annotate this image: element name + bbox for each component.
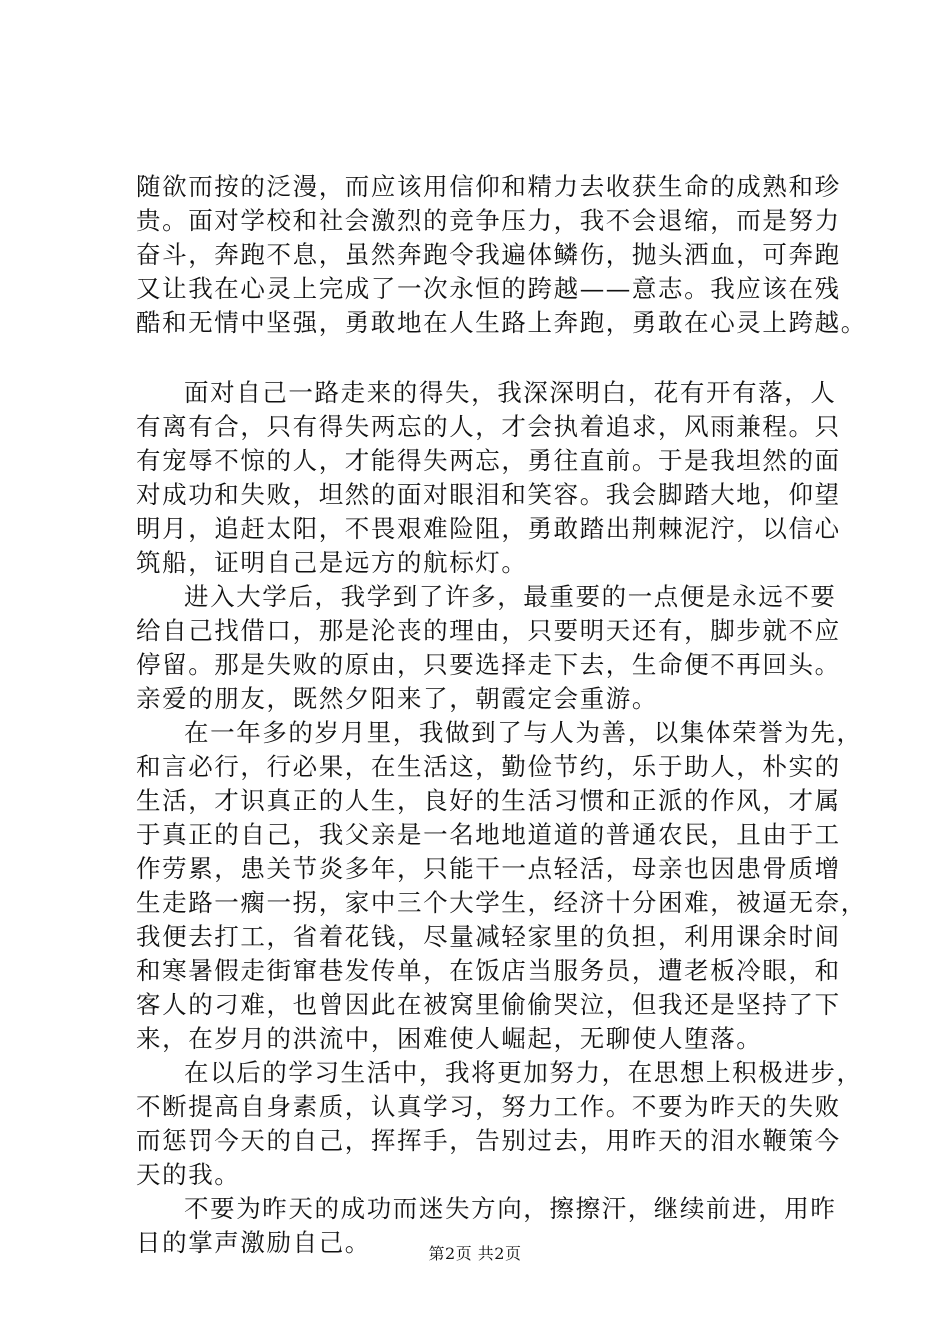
text-line: 随欲而按的泛漫，而应该用信仰和精力去收获生命的成熟和珍: [136, 172, 841, 201]
text-line: 明月，追赶太阳，不畏艰难险阻，勇敢踏出荆棘泥泞，以信心: [136, 514, 841, 543]
text-line: 停留。那是失败的原由，只要选择走下去，生命便不再回头。: [136, 650, 841, 679]
text-line: 在一年多的岁月里，我做到了与人为善，以集体荣誉为先，: [184, 718, 863, 747]
text-line: 不断提高自身素质，认真学习，努力工作。不要为昨天的失败: [136, 1092, 841, 1121]
text-line: 生活，才识真正的人生，良好的生活习惯和正派的作风，才属: [136, 786, 841, 815]
text-line: 筑船，证明自己是远方的航标灯。: [136, 548, 528, 577]
text-line: 给自己找借口，那是沦丧的理由，只要明天还有，脚步就不应: [136, 616, 841, 645]
text-line: 来，在岁月的洪流中，困难使人崛起，无聊使人堕落。: [136, 1024, 763, 1053]
text-line: 亲爱的朋友，既然夕阳来了，朝霞定会重游。: [136, 684, 658, 713]
text-line: 不要为昨天的成功而迷失方向，擦擦汗，继续前进，用昨: [184, 1194, 837, 1223]
text-line: 日的掌声激励自己。: [136, 1228, 371, 1257]
text-line: 对成功和失败，坦然的面对眼泪和笑容。我会脚踏大地，仰望: [136, 480, 841, 509]
paragraph: [136, 716, 867, 1056]
document-body: [136, 170, 867, 1260]
text-line: 有离有合，只有得失两忘的人，才会执着追求，风雨兼程。只: [136, 412, 841, 441]
text-line: 酷和无情中坚强，勇敢地在人生路上奔跑，勇敢在心灵上跨越。: [136, 308, 867, 337]
text-line: 客人的刁难，也曾因此在被窝里偷偷哭泣，但我还是坚持了下: [136, 990, 841, 1019]
text-line: 和言必行，行必果，在生活这，勤俭节约，乐于助人，朴实的: [136, 752, 841, 781]
paragraph: [136, 580, 846, 716]
text-line: 奋斗，奔跑不息，虽然奔跑令我遍体鳞伤，抛头洒血，可奔跑: [136, 240, 841, 269]
paragraph: [136, 1056, 863, 1192]
text-line: 进入大学后，我学到了许多，最重要的一点便是永远不要: [184, 582, 837, 611]
page-footer: [0, 1242, 950, 1266]
text-line: 于真正的自己，我父亲是一名地地道道的普通农民，且由于工: [136, 820, 841, 849]
page-number-indicator: 第2页 共2页: [428, 1244, 522, 1263]
text-line: 有宠辱不惊的人，才能得失两忘，勇往直前。于是我坦然的面: [136, 446, 841, 475]
text-line: 在以后的学习生活中，我将更加努力，在思想上积极进步，: [184, 1058, 863, 1087]
text-line: 天的我。: [136, 1160, 241, 1189]
text-line: 面对自己一路走来的得失，我深深明白，花有开有落，人: [184, 378, 837, 407]
text-line: 我便去打工，省着花钱，尽量减轻家里的负担，利用课余时间: [136, 922, 841, 951]
text-line: 又让我在心灵上完成了一次永恒的跨越——意志。我应该在残: [136, 274, 841, 303]
text-line: 而惩罚今天的自己，挥挥手，告别过去，用昨天的泪水鞭策今: [136, 1126, 841, 1155]
paragraph: [136, 170, 867, 340]
text-line: 和寒暑假走街窜巷发传单，在饭店当服务员，遭老板冷眼，和: [136, 956, 841, 985]
text-line: 生走路一瘸一拐，家中三个大学生，经济十分困难，被逼无奈，: [136, 888, 867, 917]
paragraph: [136, 376, 846, 580]
paragraph-spacer: [136, 340, 846, 376]
text-line: 作劳累，患关节炎多年，只能干一点轻活，母亲也因患骨质增: [136, 854, 841, 883]
text-line: 贵。面对学校和社会激烈的竞争压力，我不会退缩，而是努力: [136, 206, 841, 235]
